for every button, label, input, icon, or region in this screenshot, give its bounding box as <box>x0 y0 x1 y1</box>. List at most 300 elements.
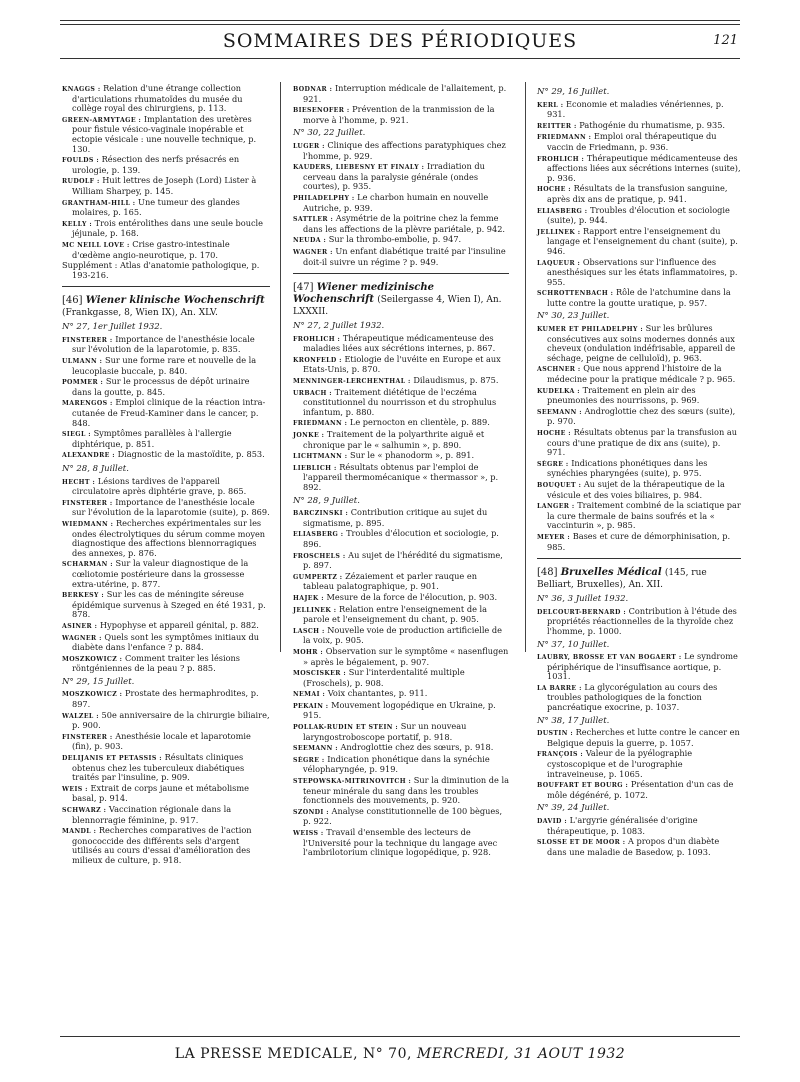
article-author: WALZEL : <box>62 712 99 720</box>
article-author: RUDOLF : <box>62 178 100 186</box>
article-author: MC NEILL LOVE : <box>62 241 130 249</box>
article-entry <box>537 132 741 152</box>
article-title: Rapport entre l'enseignement du langage et l'enseignement du chant (suite), p. 946. <box>547 225 738 256</box>
article-entry <box>62 84 270 114</box>
article-entry <box>62 335 270 355</box>
article-entry <box>293 247 509 267</box>
article-entry <box>293 141 509 161</box>
journal-name: Wiener klinische Wochenschrift <box>85 295 265 307</box>
article-author: DUSTIN : <box>537 730 574 738</box>
article-author: POLLAK-RUDIN ET STEIN : <box>293 724 399 732</box>
article-title: Comment traiter les lésions röntgéniennes de la peau ? p. 885. <box>72 652 241 674</box>
article-title: Troubles d'élocution et sociologie, p. 896. <box>303 528 499 549</box>
article-title: Analyse constitutionnelle de 100 bègues, p. 922. <box>303 805 503 827</box>
article-entry <box>293 807 509 827</box>
article-author: ULMANN : <box>62 358 103 366</box>
article-title: Relation d'une étrange collection d'articulations rhumatoïdes du musée du collège royal des chirurgiens, p. 113. <box>72 83 243 114</box>
article-entry <box>62 219 270 239</box>
article-title: Résultats obtenus par l'emploi de l'appareil thermomécanique « thermassor », p. 892. <box>303 461 499 492</box>
article-author: ELIASBERG : <box>537 207 588 215</box>
journal-address: (Seilergasse 4, Wien I), An. LXXXII. <box>293 295 502 318</box>
column-divider-2 <box>525 82 526 652</box>
article-title: Sur un nouveau laryngostroboscope portatif, p. 918. <box>303 721 467 742</box>
article-author: ASINER : <box>62 622 98 630</box>
article-title: Le charbon humain en nouvelle Autriche, p. 939. <box>303 191 489 213</box>
article-title: Observations sur l'influence des anesthésiques sur les états inflammatoires, p. 955. <box>547 256 738 287</box>
article-title: Contribution critique au sujet du sigmatisme, p. 895. <box>303 507 488 528</box>
article-entry <box>293 508 509 528</box>
article-entry <box>62 519 270 558</box>
article-entry <box>62 176 270 196</box>
article-author: KUMER ET PHILADELPHY : <box>537 326 644 334</box>
article-title: Emploi clinique de la réaction intra-cutanée de Freud-Kaminer dans le cancer, p. 848. <box>72 397 266 428</box>
article-entry <box>62 689 270 709</box>
article-author: BARCZINSKI : <box>293 510 349 518</box>
article-entry <box>293 376 509 387</box>
article-entry <box>62 377 270 397</box>
article-title: Etiologie de l'uvéite en Europe et aux Etats-Unis, p. 870. <box>303 353 501 375</box>
article-author: LASCH : <box>293 627 325 635</box>
article-author: MARENGOS : <box>62 400 113 408</box>
article-author: BOUFFART ET BOURG : <box>537 782 629 790</box>
article-entry <box>62 450 270 461</box>
article-author: MOSZKOWICZ : <box>62 691 123 699</box>
page-title: SOMMAIRES DES PÉRIODIQUES <box>222 30 578 52</box>
article-author: PEKAIN : <box>293 702 329 710</box>
article-title: Extrait de corps jaune et métabolisme basal, p. 914. <box>72 782 249 804</box>
footer-rule <box>60 1036 740 1037</box>
issue-label: N° 28, 8 Juillet. <box>62 464 129 474</box>
article-title: Trois entérolithes dans une seule boucle jéjunale, p. 168. <box>72 217 264 239</box>
article-author: LAUBRY, BROSSE ET VAN BOGAERT : <box>537 654 682 662</box>
article-author: URBACH : <box>293 389 332 397</box>
article-title: Recherches et lutte contre le cancer en Belgique depuis la guerre, p. 1057. <box>547 727 740 748</box>
header-rule-top <box>60 20 740 21</box>
article-author: MOSZKOWICZ : <box>62 655 123 663</box>
article-title: Sur l'interdentalité multiple (Froschels), p. 908. <box>303 667 465 688</box>
article-author: FINSTERER : <box>62 733 113 741</box>
article-entry <box>293 193 509 213</box>
article-entry <box>537 428 741 458</box>
article-entry <box>62 732 270 752</box>
article-entry <box>293 162 509 192</box>
article-entry <box>62 784 270 804</box>
article-entry <box>62 429 270 449</box>
article-author: SÈGRE : <box>293 756 325 764</box>
article-entry <box>537 206 741 226</box>
article-entry <box>537 501 741 531</box>
article-author: KELLY : <box>62 220 93 228</box>
article-author: SZONDI : <box>293 808 329 816</box>
article-entry <box>537 749 741 779</box>
section-heading <box>62 295 270 319</box>
section-heading <box>293 282 509 318</box>
article-title: Quels sont les symptômes initiaux du diabète dans l'enfance ? p. 884. <box>72 631 259 653</box>
article-title: Prostate des hermaphrodites, p. 897. <box>72 688 259 710</box>
article-author: KUDELKA : <box>537 387 580 395</box>
article-entry <box>537 227 741 257</box>
article-entry <box>62 633 270 653</box>
article-entry <box>293 463 509 493</box>
article-title: Traitement en plein air des pneumonies des nourrissons, p. 969. <box>547 384 700 406</box>
article-title: Irradiation du cerveau dans la paralysie générale (ondes courtes), p. 935. <box>303 161 485 192</box>
article-title: Résection des nerfs présacrés en urologie, p. 139. <box>72 154 240 175</box>
article-title: Voix chantantes, p. 911. <box>327 688 428 699</box>
article-title: Hypophyse et appareil génital, p. 882. <box>99 619 259 630</box>
header-rule-bottom <box>60 58 740 59</box>
article-author: BERKESY : <box>62 592 105 600</box>
article-entry <box>62 654 270 674</box>
article-entry <box>537 121 741 132</box>
column-3 <box>537 84 741 858</box>
article-title: Nouvelle voie de production artificielle de la voix, p. 905. <box>303 624 502 646</box>
footer-date: 31 AOUT 1932 <box>514 1046 626 1062</box>
article-entry <box>293 235 509 246</box>
issue-label: N° 30, 22 Juillet. <box>293 128 366 139</box>
article-entry <box>537 324 741 363</box>
section-number: [48] <box>537 567 558 579</box>
article-entry <box>537 459 741 479</box>
article-title: Que nous apprend l'histoire de la médecine pour la pratique médicale ? p. 965. <box>547 363 736 385</box>
journal-name: Wiener medizinische Wochenschrift <box>293 282 434 306</box>
article-entry <box>293 647 509 667</box>
article-title: Un enfant diabétique traité par l'insuline doit-il suivre un régime ? p. 949. <box>303 245 506 267</box>
article-entry <box>62 621 270 632</box>
article-entry <box>62 398 270 428</box>
column-divider-1 <box>280 82 281 652</box>
article-author: HOCHE : <box>537 186 571 194</box>
article-title: Emploi oral thérapeutique du vaccin de Friedmann, p. 936. <box>547 131 717 152</box>
section-number: [47] <box>293 282 314 294</box>
article-entry <box>293 668 509 688</box>
article-entry <box>293 355 509 375</box>
article-author: HOCHE : <box>537 430 571 437</box>
article-author: WAGNER : <box>293 248 333 256</box>
article-title: Economie et maladies vénériennes, p. 931. <box>547 98 724 120</box>
article-title: Travail d'ensemble des lecteurs de l'Université pour la technique du langage avec l'ambrilotorium clinique logopédique, p. 928. <box>303 827 498 858</box>
article-entry <box>62 477 270 497</box>
article-title: Clinique des affections paratyphiques chez l'homme, p. 929. <box>303 139 506 161</box>
article-title: Diagnostic de la mastoïdite, p. 853. <box>117 449 265 460</box>
article-title: Androglottie chez des sœurs, p. 918. <box>340 742 494 753</box>
article-author: MANDL : <box>62 828 97 836</box>
article-author: DELCOURT-BERNARD : <box>537 608 627 616</box>
article-author: PHILADELPHY : <box>293 194 355 202</box>
article-entry <box>62 356 270 376</box>
article-title: Interruption médicale de l'allaitement, p. 921. <box>303 83 507 104</box>
article-author: BOUQUET : <box>537 481 582 489</box>
article-title: Asymétrie de la poitrine chez la femme dans les affections de la plèvre pariétale, p. 942. <box>303 213 506 234</box>
article-title: L'argyrie généralisée d'origine thérapeutique, p. 1083. <box>547 815 698 836</box>
column-2 <box>293 84 509 859</box>
article-author: DELIJANIS ET PETASSIS : <box>62 755 162 763</box>
journal-address: (145, rue Belliart, Bruxelles), An. XII. <box>537 568 707 591</box>
article-author: HAJEK : <box>293 594 324 602</box>
article-title: Rôle de l'atchumine dans la lutte contre la goutte uratique, p. 957. <box>547 287 731 308</box>
article-entry <box>537 780 741 800</box>
article-title: Androglottie chez des sœurs (suite), p. 970. <box>547 405 736 427</box>
article-title: Sur la thrombo-embolie, p. 947. <box>328 234 462 245</box>
article-author: SATTLER : <box>293 216 334 224</box>
article-author: MENNINGER-LERCHENTHAL : <box>293 378 411 386</box>
article-entry <box>537 816 741 836</box>
article-author: BIESENOFER : <box>293 107 350 115</box>
article-author: GRANTHAM-HILL : <box>62 199 136 207</box>
journal-name: Bruxelles Médical <box>560 567 662 579</box>
article-entry <box>293 105 509 125</box>
article-entry <box>62 711 270 731</box>
article-author: MOHR : <box>293 648 324 656</box>
article-title: Pathogénie du rhumatisme, p. 935. <box>579 119 726 130</box>
article-title: Importance de l'anesthésie locale sur l'évolution de la laparotomie (suite), p. 869. <box>72 496 270 518</box>
article-entry <box>293 605 509 625</box>
article-entry <box>537 532 741 552</box>
article-entry <box>293 828 509 858</box>
article-entry <box>293 418 509 429</box>
article-author: FOULDS : <box>62 157 100 165</box>
article-title: Recherches comparatives de l'action gonococcide des différents sels d'argent utilisés au cours d'essai d'amélioration des milieux de culture, p. 918. <box>72 825 252 865</box>
article-title: Contribution à l'étude des propriétés réactionnelles de la thyroïde chez l'homme, p. 1000. <box>547 605 737 636</box>
article-author: FINSTERER : <box>62 499 113 507</box>
article-title: Traitement combiné de la sciatique par la cure thermale de bains soufrés et la « vaccinturin », p. 985. <box>547 500 741 531</box>
section-rule <box>293 273 509 274</box>
article-entry <box>293 551 509 571</box>
article-author: FRIEDMANN : <box>537 134 592 142</box>
article-entry <box>537 184 741 204</box>
article-title: Une tumeur des glandes molaires, p. 165. <box>72 196 240 218</box>
article-entry <box>293 626 509 646</box>
article-title: Valeur de la pyélographie cystoscopique et de l'urographie intraveineuse, p. 1065. <box>547 748 693 779</box>
footer-journal: LA PRESSE MEDICALE, N° 70, <box>174 1046 412 1062</box>
article-author: FINSTERER : <box>62 336 113 344</box>
article-author: BODNAR : <box>293 86 333 93</box>
issue-label: N° 37, 10 Juillet. <box>537 639 610 650</box>
article-title: Troubles d'élocution et sociologie (suite), p. 944. <box>547 204 730 226</box>
article-title: Relation entre l'enseignement de la parole et l'enseignement du chant, p. 905. <box>303 603 488 625</box>
article-entry <box>293 572 509 592</box>
article-author: WAGNER : <box>62 634 102 642</box>
article-author: GREEN-ARMYTAGE : <box>62 116 142 124</box>
article-title: Sur les brûlures consécutives aux soins modernes donnés aux cheveux (ondulation indéfrisable, appareil de séchage, peigne de celluloïd), p. 963. <box>547 323 736 363</box>
article-title: Importance de l'anesthésie locale sur l'évolution de la laparotomie, p. 835. <box>72 333 255 355</box>
article-entry <box>293 529 509 549</box>
issue-label: N° 28, 9 Juillet. <box>293 495 360 506</box>
article-entry <box>293 722 509 742</box>
article-title: Prévention de la tranmission de la morve à l'homme, p. 921. <box>303 104 495 125</box>
article-title: Supplément : Atlas d'anatomie pathologique, p. 193-216. <box>62 260 260 280</box>
issue-label: N° 29, 15 Juillet. <box>62 676 135 687</box>
article-author: SEEMANN : <box>293 745 338 753</box>
section-heading <box>537 567 741 591</box>
article-author: JELLINEK : <box>293 606 337 614</box>
article-author: KNAGGS : <box>62 86 101 93</box>
article-author: DAVID : <box>537 818 568 825</box>
article-author: SIEGL : <box>62 431 91 439</box>
article-author: FRIEDMANN : <box>293 420 348 428</box>
article-title: Mesure de la force de l'élocution, p. 903. <box>326 591 498 602</box>
article-entry <box>62 590 270 620</box>
article-entry <box>293 214 509 234</box>
page-footer <box>60 1046 740 1062</box>
header-rule-top-2 <box>60 24 740 25</box>
article-title: Mouvement logopédique en Ukraine, p. 915. <box>303 699 496 721</box>
article-author: KERL : <box>537 101 564 109</box>
article-author: LAQUEUR : <box>537 259 581 267</box>
section-rule <box>537 558 741 559</box>
article-author: SLOSSE ET DE MOOR : <box>537 839 626 847</box>
article-entry <box>293 776 509 806</box>
article-entry <box>537 154 741 184</box>
article-title: Dilaudismus, p. 875. <box>413 375 499 386</box>
article-title: Lésions tardives de l'appareil circulatoire après diphtérie grave, p. 865. <box>72 475 247 497</box>
journal-address: (Frankgasse, 8, Wien IX), An. XLV. <box>62 308 218 319</box>
article-entry <box>293 689 509 700</box>
article-title: Résultats de la transfusion sanguine, après dix ans de pratique, p. 941. <box>547 183 728 204</box>
article-author: FRANÇOIS : <box>537 751 584 759</box>
article-author: MOSCISKER : <box>293 670 347 678</box>
article-title: Implantation des uretères pour fistule vésico-vaginale inopérable et ectopie vésicale : une nouvelle technique, p. 130. <box>72 113 257 154</box>
article-entry <box>293 701 509 721</box>
article-entry <box>62 240 270 260</box>
page-number: 121 <box>713 33 738 48</box>
article-entry <box>293 451 509 462</box>
article-title: Sur les cas de méningite séreuse épidémique survenus à Szeged en été 1931, p. 878. <box>72 589 266 620</box>
article-entry <box>62 498 270 518</box>
article-title: Vaccination régionale dans la blennorragie féminine, p. 917. <box>72 804 232 825</box>
article-title: Observation sur le symptôme « nasenflugen » après le bégaiement, p. 907. <box>303 645 509 667</box>
article-entry <box>537 100 741 120</box>
article-author: REITTER : <box>537 122 577 130</box>
section-rule <box>62 286 270 287</box>
article-author: WEIS : <box>62 785 88 793</box>
section-number: [46] <box>62 295 83 307</box>
article-entry <box>537 258 741 288</box>
issue-label: N° 38, 17 Juillet. <box>537 715 610 726</box>
article-title: Sur la valeur diagnostique de la cœliotomie postérieure dans la grossesse extra-utérine, p. 877. <box>72 558 249 589</box>
article-entry <box>537 288 741 308</box>
article-author: LA BARRE : <box>537 684 582 692</box>
article-author: LICHTMANN : <box>293 453 348 461</box>
article-entry <box>293 593 509 604</box>
issue-label: N° 30, 23 Juillet. <box>537 311 610 322</box>
article-title: A propos d'un diabète dans une maladie de Basedow, p. 1093. <box>547 836 720 857</box>
article-title: Crise gastro-intestinale d'œdème angio-neurotique, p. 170. <box>72 238 230 260</box>
article-entry <box>293 430 509 450</box>
article-author: SÈGRE : <box>537 460 569 468</box>
article-title: Au sujet de l'hérédité du sigmatisme, p. 897. <box>303 549 503 571</box>
article-entry <box>293 755 509 775</box>
article-title: Huit lettres de Joseph (Lord) Lister à William Sharpey, p. 145. <box>72 175 257 196</box>
article-author: POMMER : <box>62 379 104 387</box>
article-author: WEISS : <box>293 830 324 837</box>
article-title: Le syndrome périphérique de l'insuffisance aortique, p. 1031. <box>547 651 738 682</box>
article-entry <box>537 652 741 682</box>
article-entry <box>62 198 270 218</box>
article-entry <box>537 364 741 384</box>
article-entry <box>62 826 270 865</box>
article-author: LANGER : <box>537 503 575 511</box>
article-author: LIEBLICH : <box>293 464 337 472</box>
article-title: Sur la diminution de la teneur minérale du sang dans les troubles fonctionnels des mouvements, p. 920. <box>303 775 509 806</box>
article-author: HECHT : <box>62 478 96 486</box>
article-author: STEPOWSKA-MITRINOVITCH : <box>293 778 412 786</box>
article-title: La glycorégulation au cours des troubles pathologiques de la fonction pancréatique exocrine, p. 1037. <box>547 681 718 713</box>
article-entry <box>293 388 509 418</box>
article-title: Symptômes parallèles à l'allergie diphtérique, p. 851. <box>72 428 232 449</box>
article-author: FROHLICH : <box>293 335 341 343</box>
article-entry <box>537 683 741 713</box>
issue-label: N° 27, 2 Juillet 1932. <box>293 321 385 332</box>
article-author: NEMAI : <box>293 691 326 699</box>
article-author: WIEDMANN : <box>62 520 114 528</box>
article-title: Recherches expérimentales sur les ondes électrolytiques du sérum comme moyen diagnostique des affections blennorragiques des annexes, p. 876. <box>72 517 266 558</box>
article-entry <box>293 743 509 754</box>
article-entry <box>537 728 741 748</box>
article-title: Présentation d'un cas de môle dégénéré, p. 1072. <box>547 779 734 800</box>
article-entry <box>537 386 741 406</box>
article-entry <box>62 805 270 825</box>
article-author: KAUDERS, LIEBESNY ET FINALY : <box>293 164 425 172</box>
article-author: ELIASBERG : <box>293 531 344 539</box>
article-author: ASCHNER : <box>537 366 581 374</box>
article-entry <box>293 334 509 354</box>
article-author: LUGER : <box>293 142 325 150</box>
article-entry <box>537 837 741 857</box>
article-author: ALEXANDRE : <box>62 452 115 460</box>
article-title: Traitement de la polyarthrite aiguë et chronique par le « salhumin », p. 890. <box>303 429 485 450</box>
article-author: SCHROTTENBACH : <box>537 290 614 298</box>
article-title: Résultats obtenus par la transfusion au cours d'une pratique de dix ans (suite), p. 971. <box>547 427 737 458</box>
article-entry <box>293 84 509 104</box>
article-title: Sur le « phanodorm », p. 891. <box>350 450 475 461</box>
issue-label: N° 39, 24 Juillet. <box>537 803 610 814</box>
article-author: GUMPERTZ : <box>293 573 343 581</box>
article-title: Bases et cure de démorphinisation, p. 985. <box>547 530 731 552</box>
article-entry <box>62 559 270 589</box>
issue-label: N° 29, 16 Juillet. <box>537 87 610 97</box>
article-entry <box>537 480 741 500</box>
issue-label: N° 36, 3 Juillet 1932. <box>537 594 629 605</box>
article-entry <box>62 115 270 154</box>
article-title: Anesthésie locale et laparotomie (fin), p. 903. <box>72 730 251 752</box>
footer-day: MERCREDI, <box>416 1046 510 1062</box>
article-author: NEUDA : <box>293 237 327 245</box>
issue-label: N° 27, 1er Juillet 1932. <box>62 322 163 333</box>
article-title: Au sujet de la thérapeutique de la vésicule et des voies biliaires, p. 984. <box>547 478 725 500</box>
article-entry <box>62 261 270 280</box>
article-title: Thérapeutique médicamenteuse des maladies liées aux sécrétions internes, p. 867. <box>303 332 496 354</box>
article-entry <box>537 407 741 427</box>
article-title: Indication phonétique dans la synéchie vélopharyngée, p. 919. <box>303 753 490 775</box>
article-author: SCHWARZ : <box>62 807 107 814</box>
article-author: SEEMANN : <box>537 408 582 416</box>
article-author: JONKE : <box>293 432 325 440</box>
article-title: Zézaiement et parler rauque en tableau palatographique, p. 901. <box>303 570 477 592</box>
article-title: Traitement diététique de l'eczéma constitutionnel du nourrisson et du strophulus infantum, p. 880. <box>303 386 497 417</box>
article-author: KRONFELD : <box>293 356 342 364</box>
column-1 <box>62 84 270 867</box>
article-entry <box>537 607 741 637</box>
article-title: Indications phonétiques dans les synéchies pharyngées (suite), p. 975. <box>547 457 708 479</box>
article-author: FROHLICH : <box>537 155 585 163</box>
article-title: Sur le processus de dépôt urinaire dans la goutte, p. 845. <box>72 376 250 397</box>
article-title: 50e anniversaire de la chirurgie biliaire, p. 900. <box>72 709 270 731</box>
article-entry <box>62 155 270 175</box>
article-entry <box>62 753 270 783</box>
article-title: Résultats cliniques obtenus chez les tuberculeux diabétiques traités par l'insuline, p. 909. <box>72 752 245 783</box>
article-author: FROSCHELS : <box>293 552 346 560</box>
article-title: Thérapeutique médicamenteuse des affections liées aux sécrétions internes (suite), p. 936. <box>547 152 741 183</box>
